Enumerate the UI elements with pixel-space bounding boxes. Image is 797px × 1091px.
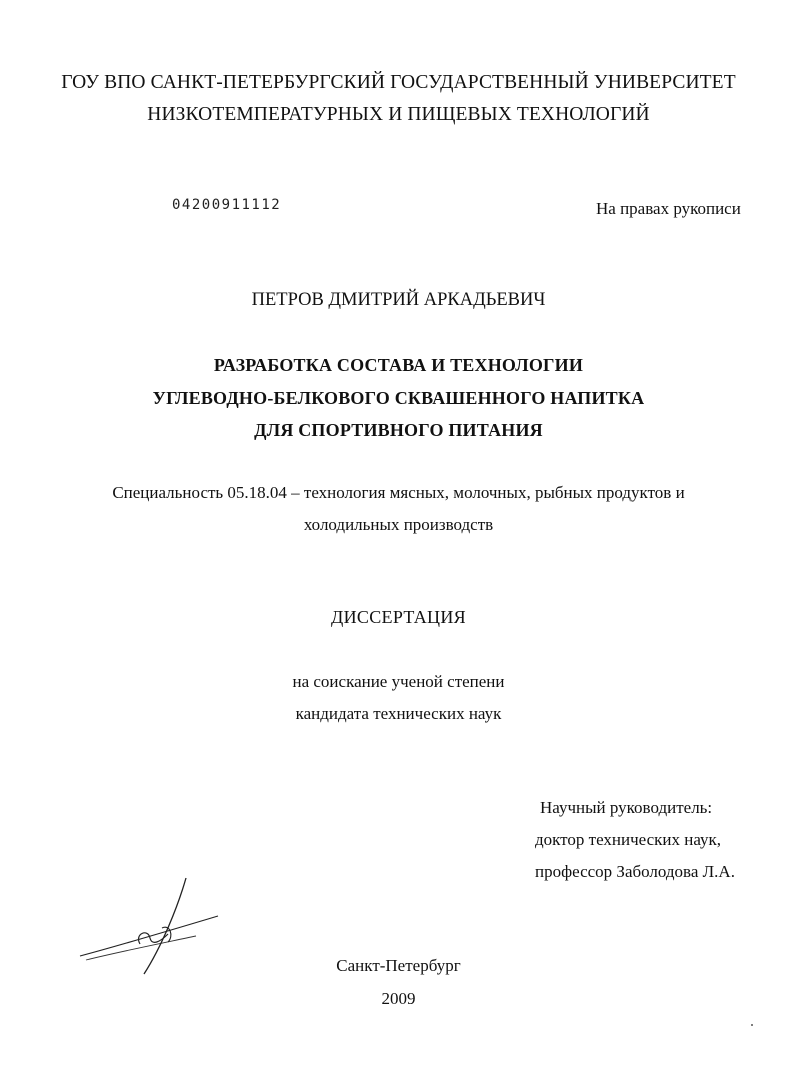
supervisor-name: профессор Заболодова Л.А. (535, 862, 735, 881)
institution-line-1: ГОУ ВПО САНКТ-ПЕТЕРБУРГСКИЙ ГОСУДАРСТВЕННЫЙ УНИВЕРСИТЕТ (61, 72, 736, 93)
manuscript-note: На правах рукописи (596, 199, 741, 218)
degree-line-2: кандидата технических наук (295, 704, 502, 723)
supervisor-degree: доктор технических наук, (535, 830, 722, 849)
specialty-line-1: Специальность 05.18.04 – технология мясных, молочных, рыбных продуктов и (112, 483, 685, 502)
thesis-title-line-1: РАЗРАБОТКА СОСТАВА И ТЕХНОЛОГИИ (213, 355, 584, 375)
document-type: ДИССЕРТАЦИЯ (331, 607, 466, 627)
thesis-title-line-3: ДЛЯ СПОРТИВНОГО ПИТАНИЯ (254, 420, 543, 440)
document-code: 04200911112 (172, 197, 282, 213)
supervisor-label: Научный руководитель: (540, 798, 713, 817)
author-name: ПЕТРОВ ДМИТРИЙ АРКАДЬЕВИЧ (251, 290, 546, 310)
city: Санкт-Петербург (336, 956, 461, 975)
thesis-title-line-2: УГЛЕВОДНО-БЕЛКОВОГО СКВАШЕННОГО НАПИТКА (152, 388, 645, 408)
scan-speck (751, 1024, 753, 1026)
year: 2009 (381, 989, 416, 1008)
institution-line-2: НИЗКОТЕМПЕРАТУРНЫХ И ПИЩЕВЫХ ТЕХНОЛОГИЙ (147, 104, 650, 125)
specialty-line-2: холодильных производств (303, 515, 494, 534)
degree-line-1: на соискание ученой степени (292, 672, 505, 691)
